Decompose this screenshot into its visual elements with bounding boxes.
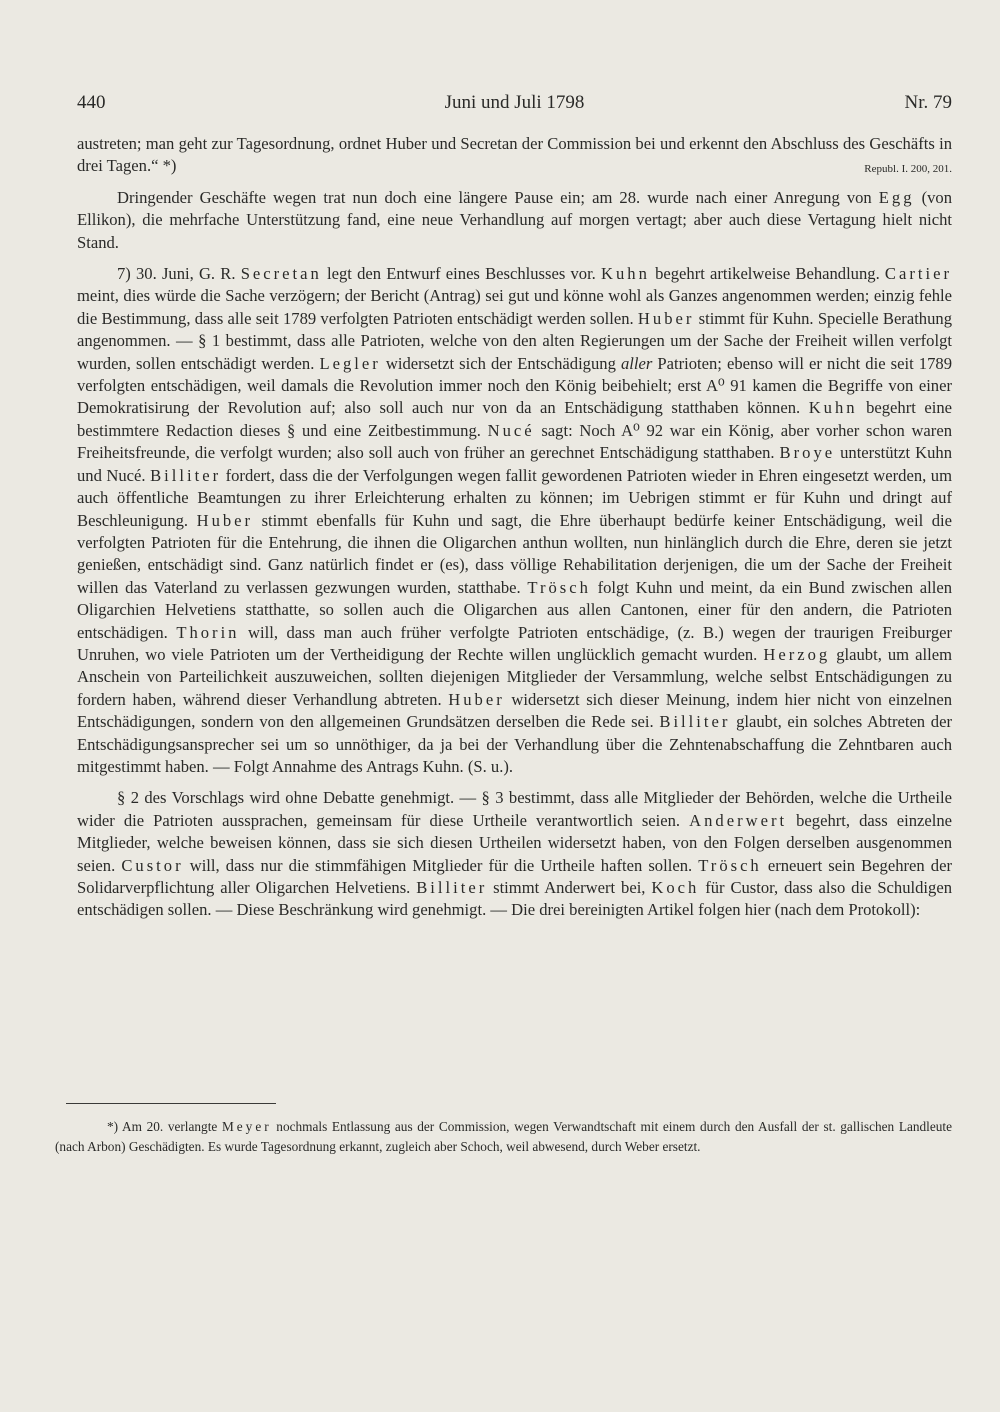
emphasis-text: aller <box>620 353 653 373</box>
paragraph-2 <box>77 187 952 254</box>
person-name: Herzog <box>763 644 831 664</box>
person-name: Huber <box>637 308 695 328</box>
paragraph-4 <box>77 787 952 921</box>
person-name: Koch <box>651 878 700 897</box>
paragraph-1-text: austreten; man geht zur Tagesordnung, ordnet Huber und Secretan der Commission bei und erkennt den Abschluss des Geschäfts in drei Tagen.“ *) <box>77 134 952 176</box>
person-name: Broye <box>779 443 836 463</box>
running-head <box>77 92 952 118</box>
text-run: für Custor, dass also die Schuldigen entschädigen sollen. — Diese Beschränkung wird genehmigt. — Die drei bereinigten Artikel folgen hier (nach dem Protokoll): <box>77 878 952 920</box>
person-name: Kuhn <box>808 398 858 418</box>
person-name: Billiter <box>150 465 222 485</box>
person-name: Anderwert <box>689 810 788 830</box>
text-run: begehrt artikelweise Behandlung. <box>649 264 885 284</box>
paragraph-3 <box>77 263 952 778</box>
text-run: stimmt für Kuhn. Specielle Berathung angenommen. — § 1 bestimmt, dass alle Patrioten, welche von den alten Regierungen um der Sache der Freiheit willen verfolgt wurden, sollen entschädigt werden. <box>77 308 952 373</box>
person-name: Huber <box>448 689 505 709</box>
text-run: begehrt eine bestimmtere Redaction dieses § und eine Zeitbestimmung. <box>77 398 952 440</box>
text-run: stimmt ebenfalls für Kuhn und sagt, die Ehre überhaupt bedürfe keiner Entschädigung, weil die verfolgten Patrioten für die Entehrung, die ihnen die Oligarchen anthun wollten, nun hinlänglich durch die Ehre, deren sie jetzt genießen, entschädigt sind. Ganz natürlich findet er (es), dass völlige Rehabilitation derjenigen, die um der Sache der Freiheit willen das Vaterland zu verlassen gezwungen wurden, statthabe. <box>77 510 952 597</box>
text-run: unterstützt Kuhn und Nucé. <box>77 443 953 485</box>
text-run: begehrt, dass einzelne Mitglieder, welche beweisen können, dass sie sich diesen Urtheilen widersetzt haben, von den Folgen derselben ausgenommen seien. <box>77 810 952 875</box>
text-run: glaubt, um allem Anschein von Parteilichkeit auszuweichen, sollten diejenigen Mitglieder der Versammlung, welche selbst Entschädigungen zu fordern haben, während dieser Verhandlung abtreten. <box>77 644 952 709</box>
person-name: Billiter <box>659 712 731 732</box>
text-run: (von Ellikon), die mehrfache Unterstützung fand, eine neue Verhandlung auf morgen vertagt; aber auch diese Vertagung hielt nicht Stand. <box>77 187 952 252</box>
text-run: widersetzt sich dieser Meinung, indem hier nicht von einzelnen Entschädigungen, sondern von den allgemeinen Grundsätzen derselben die Rede sei. <box>77 689 952 732</box>
text-run: sagt: Noch A⁰ 92 war ein König, aber vorher schon waren Freiheitsfreunde, die verfolgt wurden; also soll auch von früher an gerechnet Entschädigung statthaben. <box>77 420 952 463</box>
text-run: glaubt, ein solches Abtreten der Entschädigungsansprecher sei um so unnöthiger, da ja bei der Verhandlung über die Zehntenabschaffung die Zehntbaren auch mitgestimmt haben. — Folgt Annahme des Antrags Kuhn. (S. u.). <box>77 712 952 776</box>
person-name: Egg <box>878 187 915 207</box>
text-run: 7) 30. Juni, G. R. <box>117 264 241 284</box>
paragraph-1 <box>77 133 952 178</box>
text-run: erneuert sein Begehren der Solidarverpflichtung aller Oligarchen Helvetiens. <box>77 855 952 897</box>
text-run: *) Am 20. verlangte <box>107 1119 222 1134</box>
body-text <box>77 133 952 931</box>
person-name: Cartier <box>884 264 952 284</box>
running-title: Juni und Juli 1798 <box>444 92 585 113</box>
person-name: Nucé <box>487 420 535 440</box>
person-name: Thorin <box>176 622 240 642</box>
text-run: fordert, dass die der Verfolgungen wegen fallit gewordenen Patrioten wieder in Ehren eingesetzt werden, um auch öffentliche Beamtungen zu ihrer Erleichterung erhalten zu können; im Uebrigen stimmt er für Kuhn und dringt auf Beschleunigung. <box>77 465 952 530</box>
text-run: folgt Kuhn und meint, da ein Bund zwischen allen Oligarchien Helvetiens statthatte, so sollen auch die Oligarchen aus allen Cantonen, einer für den andern, die Patrioten entschädigen. <box>77 577 952 642</box>
person-name: Custor <box>121 855 184 875</box>
footnote <box>55 1117 952 1157</box>
text-run: nochmals Entlassung aus der Commission, wegen Verwandtschaft mit einem durch den Ausfall der st. gallischen Landleute (nach Arbon) Geschädigten. Es wurde Tagesordnung erkannt, zugleich aber Schoch, weil abwesend, durch Weber ersetzt. <box>55 1119 952 1154</box>
person-name: Trösch <box>527 577 591 597</box>
page-number: 440 <box>77 92 106 113</box>
text-run: will, dass nur die stimmfähigen Mitglieder für die Urtheile haften sollen. <box>183 855 699 875</box>
text-run: § 2 des Vorschlags wird ohne Debatte genehmigt. — § 3 bestimmt, dass alle Mitglieder der Behörden, welche die Urtheile wider die Patrioten aussprachen, gemeinsam für diese Urtheile verantwortlich seien. <box>77 788 952 830</box>
source-reference: Republ. I. 200, 201. <box>864 163 952 176</box>
person-name: Trösch <box>698 855 762 875</box>
footnote-divider <box>66 1103 276 1104</box>
person-name: Kuhn <box>601 264 650 284</box>
person-name: Billiter <box>416 878 488 897</box>
person-name: Legler <box>319 353 381 373</box>
text-run: legt den Entwurf eines Beschlusses vor. <box>321 264 602 284</box>
text-run: widersetzt sich der Entschädigung <box>380 353 621 373</box>
person-name: Huber <box>196 510 254 530</box>
text-run: stimmt Anderwert bei, <box>487 878 652 897</box>
person-name: Meyer <box>221 1119 272 1134</box>
text-run: Dringender Geschäfte wegen trat nun doch eine längere Pause ein; am 28. wurde nach einer Anregung von <box>117 187 879 207</box>
text-run: will, dass man auch früher verfolgte Patrioten entschädige, (z. B.) wegen der traurigen Freiburger Unruhen, wo viele Patrioten um der Vertheidigung der Rechte willen unglücklich gemacht wurden. <box>77 622 953 664</box>
text-run: Patrioten; ebenso will er nicht die seit 1789 verfolgten entschädigen, weil damals die Revolution immer noch den König beibehielt; erst A⁰ 91 kamen die Begriffe von einer Demokratisirung der Revolution auf; also soll auch nur von da an Entschädigung statthaben können. <box>77 353 952 418</box>
person-name: Secretan <box>240 264 322 284</box>
issue-number: Nr. 79 <box>904 92 952 113</box>
text-run: meint, dies würde die Sache verzögern; der Bericht (Antrag) sei gut und könne wohl als Ganzes angenommen werden; einzig fehle die Bestimmung, dass alle seit 1789 verfolgten Patrioten entschädigt werden sollen. <box>77 286 952 328</box>
